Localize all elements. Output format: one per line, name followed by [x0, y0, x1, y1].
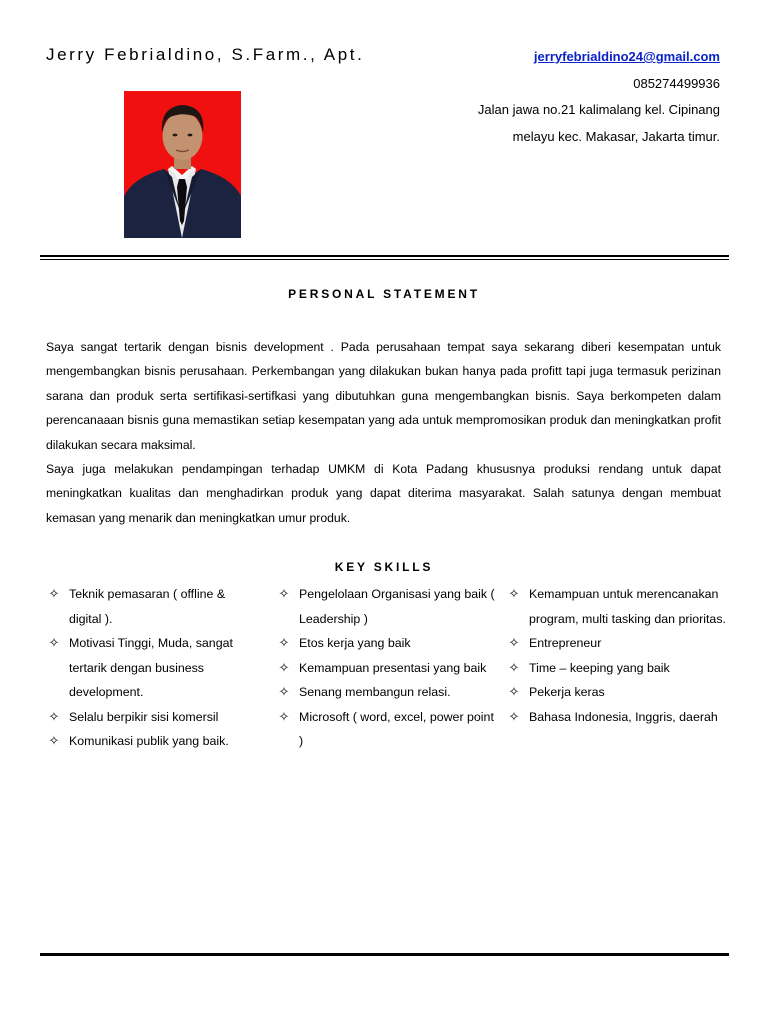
- list-item: ✧ Pengelolaan Organisasi yang baik ( Leadership ): [276, 582, 496, 631]
- statement-paragraph-2: Saya juga melakukan pendampingan terhadap UMKM di Kota Padang khususnya produksi rendang untuk dapat meningkatkan kualitas dan menghadirkan produk yang dapat diterima masyarakat. Salah satunya dengan membuat kemasan yang menarik dan meningkatkan umur produk.: [46, 462, 721, 525]
- list-item: ✧ Senang membangun relasi.: [276, 680, 496, 705]
- list-item: ✧ Bahasa Indonesia, Inggris, daerah: [506, 705, 726, 730]
- diamond-star-icon: ✧: [508, 635, 520, 650]
- list-item: ✧ Kemampuan presentasi yang baik: [276, 656, 496, 681]
- list-item: ✧ Kemampuan untuk merencanakan program, multi tasking dan prioritas.: [506, 582, 726, 631]
- skills-column-1: [46, 582, 256, 754]
- list-item: ✧ Pekerja keras: [506, 680, 726, 705]
- skills-column-2: [276, 582, 496, 754]
- list-item: ✧ Etos kerja yang baik: [276, 631, 496, 656]
- list-item: ✧ Selalu berpikir sisi komersil: [46, 705, 256, 730]
- diamond-star-icon: ✧: [508, 586, 520, 601]
- personal-statement-body: [46, 335, 721, 530]
- candidate-name: Jerry Febrialdino, S.Farm., Apt.: [46, 45, 365, 64]
- header-divider-thick: [40, 255, 729, 257]
- statement-paragraph-1: Saya sangat tertarik dengan bisnis development . Pada perusahaan tempat saya sekarang diberi kesempatan untuk mengembangkan bisnis perusahaan. Perkembangan yang dilakukan bukan hanya pada profitt tapi juga termasuk perizinan sarana dan produk serta sertifikasi-sertifkasi yang dibutuhkan guna mengembangkan bisnis. Saya berkompeten dalam perencanaaan bisnis guna memastikan setiap kesempatan yang ada untuk mempromosikan produk dan meningkatkan profit dilakukan secara maksimal.: [46, 340, 721, 452]
- email-link[interactable]: jerryfebrialdino24@gmail.com: [533, 49, 720, 64]
- key-skills-heading: KEY SKILLS: [334, 560, 434, 574]
- diamond-star-icon: ✧: [508, 684, 520, 699]
- list-item: ✧ Microsoft ( word, excel, power point ): [276, 705, 496, 754]
- footer-divider: [40, 953, 729, 956]
- diamond-star-icon: ✧: [48, 708, 60, 724]
- personal-statement-heading: PERSONAL STATEMENT: [288, 287, 480, 301]
- diamond-star-icon: ✧: [508, 659, 520, 675]
- contact-block: [478, 44, 720, 151]
- list-item: ✧ Teknik pemasaran ( offline & digital ).: [46, 582, 256, 631]
- diamond-star-icon: ✧: [278, 586, 290, 601]
- list-item: ✧ Entrepreneur: [506, 631, 726, 656]
- address-line-2: melayu kec. Makasar, Jakarta timur.: [512, 129, 720, 145]
- diamond-star-icon: ✧: [278, 635, 290, 650]
- diamond-star-icon: ✧: [278, 708, 290, 724]
- diamond-star-icon: ✧: [48, 586, 60, 601]
- list-item: ✧ Motivasi Tinggi, Muda, sangat tertarik dengan business development.: [46, 631, 256, 705]
- profile-photo: [124, 91, 241, 238]
- skills-column-3: [506, 582, 726, 729]
- person-portrait-icon: [124, 91, 241, 238]
- phone-number: 085274499936: [633, 75, 720, 91]
- diamond-star-icon: ✧: [508, 708, 520, 724]
- address-line-1: Jalan jawa no.21 kalimalang kel. Cipinang: [477, 102, 720, 118]
- diamond-star-icon: ✧: [278, 659, 290, 675]
- diamond-star-icon: ✧: [278, 684, 290, 699]
- list-item: ✧ Komunikasi publik yang baik.: [46, 729, 256, 754]
- header-divider-thin: [40, 259, 729, 260]
- diamond-star-icon: ✧: [48, 635, 60, 650]
- diamond-star-icon: ✧: [48, 733, 60, 748]
- list-item: ✧ Time – keeping yang baik: [506, 656, 726, 681]
